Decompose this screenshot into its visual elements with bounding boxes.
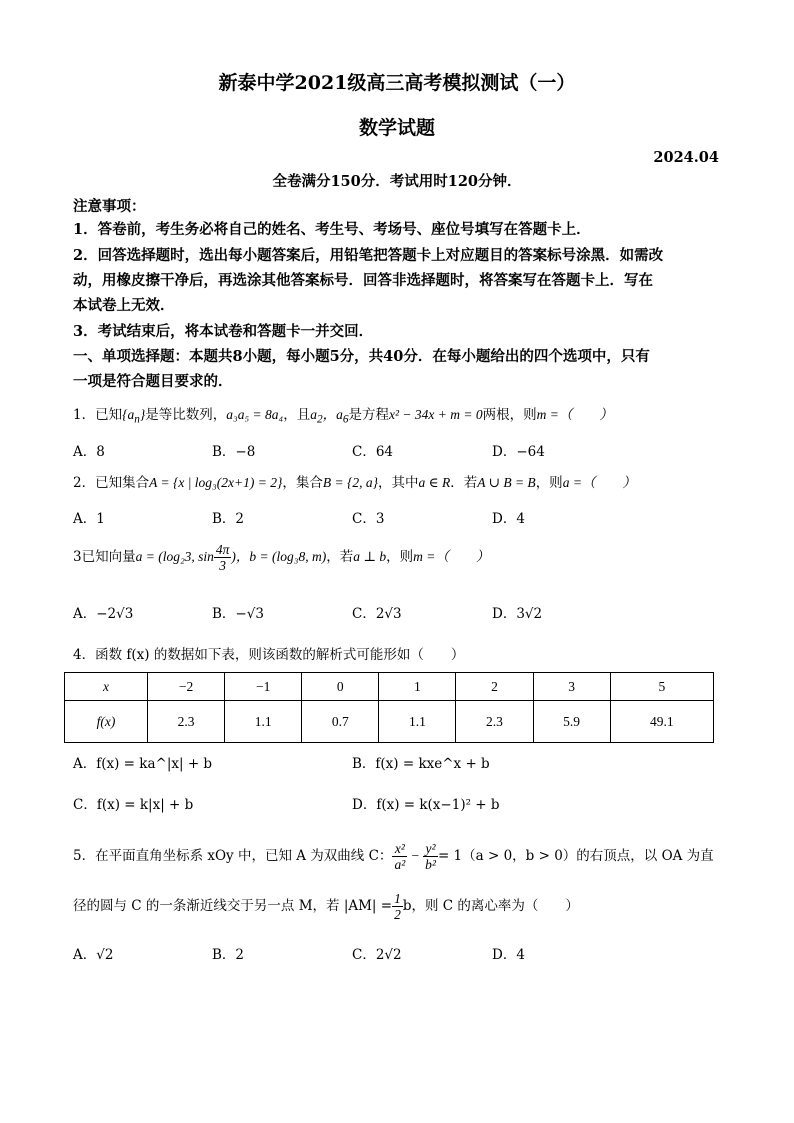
q4-option-d[interactable]: D．f(x) = k(x−1)² + b: [352, 797, 500, 813]
q2-option-c[interactable]: C．3: [352, 511, 385, 527]
q2-union: A ∪ B = B: [477, 475, 536, 490]
question-3: [73, 537, 489, 577]
q5-option-b[interactable]: B．2: [212, 947, 245, 963]
table-cell: 3: [533, 673, 610, 701]
q3-text-a: 3已知向量: [73, 549, 136, 565]
notice-item-2-line-3: 本试卷上无效．: [73, 297, 175, 314]
exam-info: 全卷满分150分．考试用时120分钟．: [272, 173, 522, 190]
question-1: [73, 403, 613, 426]
table-cell: 1.1: [225, 701, 302, 743]
q5-fraction-half-numerator: 1: [394, 891, 401, 906]
q5-fraction-half-denominator: 2: [394, 907, 401, 922]
table-cell: 0: [302, 673, 379, 701]
q3-text-b: ，若: [326, 549, 354, 565]
table-cell: 1.1: [379, 701, 456, 743]
table-row-x: [65, 673, 714, 701]
table-cell: 0.7: [302, 701, 379, 743]
notice-heading: 注意事项：: [73, 198, 146, 215]
q3-vector-a: a = (log₂3, sin: [135, 549, 214, 564]
q1-option-d[interactable]: D．−64: [492, 444, 545, 460]
q3-vector-b: b = (log₃8, m): [249, 549, 327, 564]
q1-text-c: ，且: [283, 407, 311, 423]
q3-close-paren: )，: [231, 549, 250, 564]
q5-option-c[interactable]: C．2√2: [352, 947, 402, 963]
q1-equation: x² − 34x + m = 0: [388, 407, 483, 422]
q2-option-d[interactable]: D．4: [492, 511, 525, 527]
table-row-fx: [65, 701, 714, 743]
q1-text-a: 1．已知: [73, 407, 123, 423]
q5-fraction-x-denominator: a²: [394, 857, 406, 872]
q1-ask: m =（ ）: [536, 407, 613, 422]
notice-item-3: 3．考试结束后，将本试卷和答题卡一并交回．: [73, 323, 374, 340]
q5-option-a[interactable]: A．√2: [73, 947, 114, 963]
question-2: [73, 471, 636, 491]
q4-option-c[interactable]: C．f(x) = k|x| + b: [73, 797, 194, 813]
question-4: 4．函数 f(x) 的数据如下表，则该函数的解析式可能形如（ ）: [73, 647, 465, 663]
q5-fraction-x-numerator: x²: [392, 841, 407, 857]
q5-fraction-y: [423, 841, 438, 872]
q2-text-d: ．若: [450, 475, 478, 491]
q1-sequence: $\{a_n\}$: [122, 407, 146, 426]
q2-set-b: B = {2, a}: [322, 475, 379, 490]
q1-option-a[interactable]: A．8: [73, 444, 105, 460]
q1-terms: $a_2$，$a_6$: [310, 407, 349, 426]
q3-fraction-numerator: 4π: [215, 542, 230, 557]
q4-data-table: [64, 672, 714, 743]
q2-option-b[interactable]: B．2: [212, 511, 245, 527]
q2-condition: a ∈ R: [418, 475, 451, 490]
q3-ask: m =（ ）: [413, 549, 490, 564]
q2-ask: a =（ ）: [562, 475, 636, 490]
notice-item-1: 1．答卷前，考生务必将自己的姓名、考生号、考场号、座位号填写在答题卡上．: [73, 221, 591, 238]
table-cell: −2: [148, 673, 225, 701]
question-5-line-2: [73, 884, 579, 928]
exam-subtitle: 数学试题: [358, 117, 435, 139]
q3-fraction-denominator: 3: [219, 558, 227, 573]
q3-option-d[interactable]: D．3√2: [492, 606, 543, 622]
exam-date: 2024.04: [653, 149, 719, 166]
q5-fraction-y-numerator: y²: [423, 841, 438, 857]
q2-text-c: ，其中: [378, 475, 419, 491]
q3-perp: a ⊥ b: [353, 549, 387, 564]
q2-text-b: ，集合: [282, 475, 323, 491]
exam-title: 新泰中学2021级高三高考模拟测试（一）: [218, 72, 576, 94]
table-cell: 2.3: [456, 701, 533, 743]
table-row-label-fx: f(x): [65, 701, 148, 743]
q5-fraction-x: [392, 841, 407, 872]
q5-minus: −: [407, 848, 424, 863]
q3-angle-fraction: [214, 542, 232, 573]
q5-fraction-y-denominator: b²: [425, 857, 436, 872]
table-cell: 2: [456, 673, 533, 701]
q5-text-d: b，则 C 的离心率为（ ）: [402, 898, 579, 914]
notice-item-2-line-1: 2．回答选择题时，选出每小题答案后，用铅笔把答题卡上对应题目的答案标号涂黑．如需改: [73, 247, 664, 264]
table-cell: 5: [610, 673, 713, 701]
q4-option-b[interactable]: B．f(x) = kxe^x + b: [352, 756, 490, 772]
q5-text-c: 径的圆与 C 的一条渐近线交于另一点 M，若 |AM| =: [73, 898, 393, 914]
q5-text-b: = 1（a > 0，b > 0）的右顶点，以 OA 为直: [437, 848, 714, 864]
q1-condition: a₃a₅ = 8a₄: [226, 407, 284, 422]
q5-fraction-half: [392, 891, 403, 922]
q2-text-e: ，则: [535, 475, 563, 491]
question-5-line-1: [73, 834, 714, 878]
q1-text-e: 两根，则: [482, 407, 537, 423]
q3-option-c[interactable]: C．2√3: [352, 606, 402, 622]
q2-set-a: A = {x | log₃(2x+1) = 2}: [149, 475, 283, 490]
table-cell: −1: [225, 673, 302, 701]
q5-option-d[interactable]: D．4: [492, 947, 525, 963]
q2-text-a: 2．已知集合: [73, 475, 150, 491]
q1-text-b: 是等比数列，: [145, 407, 227, 423]
table-cell: 1: [379, 673, 456, 701]
table-row-label-x: x: [65, 673, 148, 701]
section-heading-line-2: 一项是符合题目要求的．: [73, 373, 233, 390]
q5-text-a: 5．在平面直角坐标系 xOy 中，已知 A 为双曲线 C：: [73, 848, 393, 864]
q3-option-b[interactable]: B．−√3: [212, 606, 264, 622]
q1-option-c[interactable]: C．64: [352, 444, 394, 460]
q3-text-c: ，则: [386, 549, 414, 565]
table-cell: 5.9: [533, 701, 610, 743]
q1-option-b[interactable]: B．−8: [212, 444, 256, 460]
table-cell: 2.3: [148, 701, 225, 743]
q3-option-a[interactable]: A．−2√3: [73, 606, 134, 622]
q2-option-a[interactable]: A．1: [73, 511, 105, 527]
table-cell: 49.1: [610, 701, 713, 743]
q1-text-d: 是方程: [348, 407, 389, 423]
q4-option-a[interactable]: A．f(x) = ka^|x| + b: [73, 756, 213, 772]
section-heading-line-1: 一、单项选择题：本题共8小题，每小题5分，共40分．在每小题给出的四个选项中，只有: [73, 348, 650, 365]
notice-item-2-line-2: 动，用橡皮擦干净后，再选涂其他答案标号．回答非选择题时，将答案写在答题卡上．写在: [73, 272, 653, 289]
